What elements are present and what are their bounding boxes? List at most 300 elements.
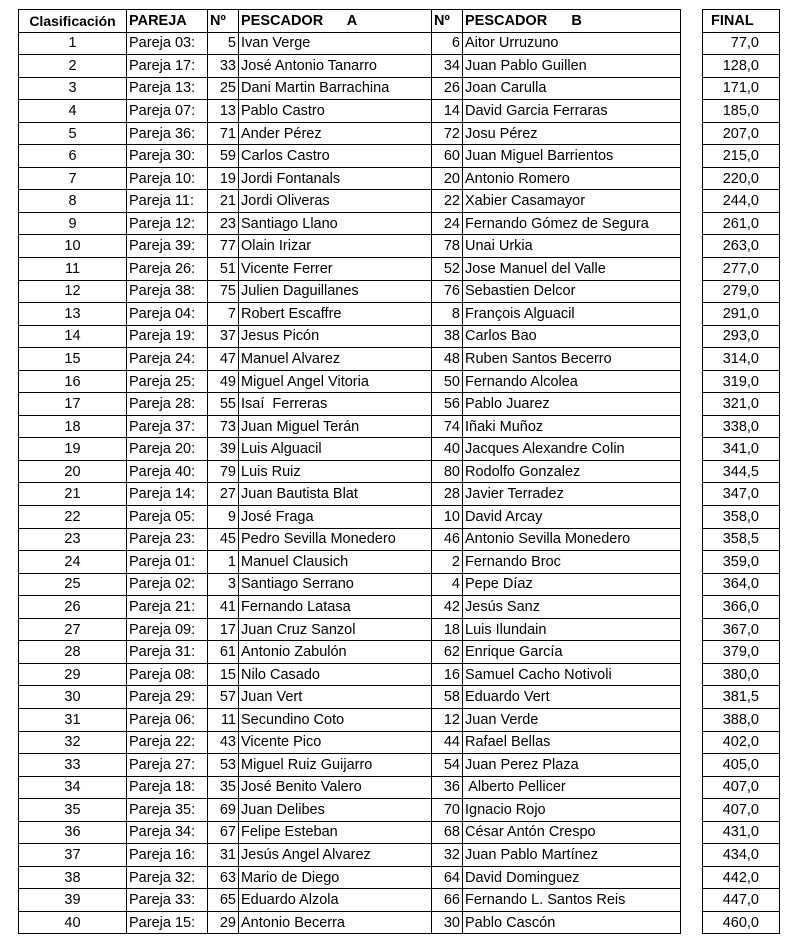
position-cell: 35 — [19, 799, 127, 822]
final-row — [703, 190, 780, 213]
position-cell: 22 — [19, 506, 127, 529]
pescador-a-cell: Eduardo Alzola — [239, 889, 432, 912]
pescador-a-cell: Luis Alguacil — [239, 438, 432, 461]
table-row — [19, 618, 681, 641]
final-score-cell: 460,0 — [703, 911, 780, 934]
table-row — [19, 686, 681, 709]
final-score-cell: 380,0 — [703, 663, 780, 686]
pescador-a-cell: Pedro Sevilla Monedero — [239, 528, 432, 551]
num-b-cell: 42 — [432, 596, 463, 619]
pescador-a-cell: Carlos Castro — [239, 145, 432, 168]
pareja-cell: Pareja 36: — [127, 122, 208, 145]
pescador-a-cell: Vicente Ferrer — [239, 258, 432, 281]
pescador-b-cell: Pepe Díaz — [463, 573, 681, 596]
pareja-cell: Pareja 29: — [127, 686, 208, 709]
final-score-cell: 381,5 — [703, 686, 780, 709]
pareja-cell: Pareja 16: — [127, 844, 208, 867]
pescador-b-cell: Sebastien Delcor — [463, 280, 681, 303]
num-b-cell: 6 — [432, 32, 463, 55]
pescador-b-cell: Alberto Pellicer — [463, 776, 681, 799]
num-a-cell: 77 — [208, 235, 239, 258]
table-row — [19, 393, 681, 416]
header-num-a: Nº — [208, 10, 239, 33]
pareja-cell: Pareja 32: — [127, 866, 208, 889]
pescador-a-cell: Antonio Becerra — [239, 911, 432, 934]
position-cell: 15 — [19, 348, 127, 371]
num-a-cell: 33 — [208, 55, 239, 78]
num-a-cell: 23 — [208, 212, 239, 235]
final-row — [703, 596, 780, 619]
position-cell: 4 — [19, 100, 127, 123]
pareja-cell: Pareja 14: — [127, 483, 208, 506]
num-a-cell: 69 — [208, 799, 239, 822]
final-row — [703, 663, 780, 686]
num-b-cell: 68 — [432, 821, 463, 844]
pareja-cell: Pareja 22: — [127, 731, 208, 754]
table-row — [19, 866, 681, 889]
num-b-cell: 66 — [432, 889, 463, 912]
final-row — [703, 528, 780, 551]
pareja-cell: Pareja 13: — [127, 77, 208, 100]
pescador-a-cell: Juan Vert — [239, 686, 432, 709]
table-row — [19, 212, 681, 235]
num-a-cell: 55 — [208, 393, 239, 416]
num-b-cell: 2 — [432, 551, 463, 574]
final-score-cell: 263,0 — [703, 235, 780, 258]
position-cell: 16 — [19, 370, 127, 393]
num-b-cell: 60 — [432, 145, 463, 168]
num-b-cell: 32 — [432, 844, 463, 867]
pescador-b-cell: Iñaki Muñoz — [463, 415, 681, 438]
pareja-cell: Pareja 33: — [127, 889, 208, 912]
final-score-cell: 220,0 — [703, 167, 780, 190]
final-scores-table — [702, 9, 780, 934]
pescador-a-cell: Juan Cruz Sanzol — [239, 618, 432, 641]
position-cell: 26 — [19, 596, 127, 619]
pareja-cell: Pareja 04: — [127, 303, 208, 326]
position-cell: 8 — [19, 190, 127, 213]
num-a-cell: 65 — [208, 889, 239, 912]
pescador-b-cell: Carlos Bao — [463, 325, 681, 348]
final-score-cell: 341,0 — [703, 438, 780, 461]
final-score-cell: 402,0 — [703, 731, 780, 754]
num-b-cell: 62 — [432, 641, 463, 664]
pescador-b-cell: Jose Manuel del Valle — [463, 258, 681, 281]
table-row — [19, 370, 681, 393]
pareja-cell: Pareja 08: — [127, 663, 208, 686]
pescador-b-cell: Aitor Urruzuno — [463, 32, 681, 55]
table-row — [19, 167, 681, 190]
table-row — [19, 303, 681, 326]
num-b-cell: 12 — [432, 708, 463, 731]
pescador-b-cell: Fernando Alcolea — [463, 370, 681, 393]
num-a-cell: 3 — [208, 573, 239, 596]
pescador-a-cell: Robert Escaffre — [239, 303, 432, 326]
position-cell: 28 — [19, 641, 127, 664]
num-a-cell: 61 — [208, 641, 239, 664]
final-score-cell: 447,0 — [703, 889, 780, 912]
pareja-cell: Pareja 05: — [127, 506, 208, 529]
header-row — [19, 10, 681, 33]
pescador-b-cell: Pablo Juarez — [463, 393, 681, 416]
final-row — [703, 280, 780, 303]
pescador-b-cell: Jacques Alexandre Colin — [463, 438, 681, 461]
table-row — [19, 145, 681, 168]
num-b-cell: 36 — [432, 776, 463, 799]
position-cell: 3 — [19, 77, 127, 100]
pescador-b-cell: David Arcay — [463, 506, 681, 529]
final-header-row — [703, 10, 780, 33]
num-b-cell: 40 — [432, 438, 463, 461]
pareja-cell: Pareja 06: — [127, 708, 208, 731]
num-b-cell: 54 — [432, 754, 463, 777]
final-row — [703, 551, 780, 574]
final-row — [703, 731, 780, 754]
final-score-cell: 291,0 — [703, 303, 780, 326]
table-row — [19, 258, 681, 281]
table-row — [19, 506, 681, 529]
final-row — [703, 167, 780, 190]
pescador-b-cell: Ignacio Rojo — [463, 799, 681, 822]
pescador-b-cell: François Alguacil — [463, 303, 681, 326]
pareja-cell: Pareja 02: — [127, 573, 208, 596]
position-cell: 37 — [19, 844, 127, 867]
num-b-cell: 80 — [432, 460, 463, 483]
position-cell: 6 — [19, 145, 127, 168]
pescador-a-cell: Nilo Casado — [239, 663, 432, 686]
pescador-b-cell: Jesús Sanz — [463, 596, 681, 619]
final-score-cell: 358,0 — [703, 506, 780, 529]
position-cell: 20 — [19, 460, 127, 483]
table-row — [19, 190, 681, 213]
num-a-cell: 27 — [208, 483, 239, 506]
num-a-cell: 25 — [208, 77, 239, 100]
final-row — [703, 866, 780, 889]
position-cell: 24 — [19, 551, 127, 574]
num-b-cell: 72 — [432, 122, 463, 145]
final-row — [703, 708, 780, 731]
pescador-b-cell: Antonio Sevilla Monedero — [463, 528, 681, 551]
num-b-cell: 20 — [432, 167, 463, 190]
pareja-cell: Pareja 24: — [127, 348, 208, 371]
final-score-cell: 185,0 — [703, 100, 780, 123]
num-a-cell: 31 — [208, 844, 239, 867]
final-score-cell: 359,0 — [703, 551, 780, 574]
final-row — [703, 370, 780, 393]
num-b-cell: 46 — [432, 528, 463, 551]
pareja-cell: Pareja 25: — [127, 370, 208, 393]
table-row — [19, 573, 681, 596]
position-cell: 27 — [19, 618, 127, 641]
pescador-b-cell: Eduardo Vert — [463, 686, 681, 709]
final-score-cell: 431,0 — [703, 821, 780, 844]
num-b-cell: 64 — [432, 866, 463, 889]
table-row — [19, 438, 681, 461]
num-a-cell: 47 — [208, 348, 239, 371]
results-table — [18, 9, 681, 934]
pescador-b-cell: David Dominguez — [463, 866, 681, 889]
num-a-cell: 75 — [208, 280, 239, 303]
pareja-cell: Pareja 09: — [127, 618, 208, 641]
final-score-cell: 442,0 — [703, 866, 780, 889]
final-score-cell: 77,0 — [703, 32, 780, 55]
pescador-b-cell: Juan Pablo Martínez — [463, 844, 681, 867]
pescador-a-cell: José Antonio Tanarro — [239, 55, 432, 78]
num-b-cell: 24 — [432, 212, 463, 235]
final-score-cell: 388,0 — [703, 708, 780, 731]
pescador-a-cell: Isaí Ferreras — [239, 393, 432, 416]
pareja-cell: Pareja 39: — [127, 235, 208, 258]
pescador-a-cell: Jordi Fontanals — [239, 167, 432, 190]
pescador-a-cell: Jesús Angel Alvarez — [239, 844, 432, 867]
final-row — [703, 618, 780, 641]
pareja-cell: Pareja 35: — [127, 799, 208, 822]
pareja-cell: Pareja 19: — [127, 325, 208, 348]
table-row — [19, 641, 681, 664]
position-cell: 34 — [19, 776, 127, 799]
final-score-cell: 293,0 — [703, 325, 780, 348]
final-row — [703, 393, 780, 416]
table-row — [19, 235, 681, 258]
table-row — [19, 280, 681, 303]
num-b-cell: 16 — [432, 663, 463, 686]
pescador-a-cell: José Benito Valero — [239, 776, 432, 799]
num-a-cell: 45 — [208, 528, 239, 551]
pareja-cell: Pareja 26: — [127, 258, 208, 281]
pescador-b-cell: Samuel Cacho Notivoli — [463, 663, 681, 686]
pescador-a-cell: Fernando Latasa — [239, 596, 432, 619]
num-b-cell: 14 — [432, 100, 463, 123]
pareja-cell: Pareja 18: — [127, 776, 208, 799]
pareja-cell: Pareja 20: — [127, 438, 208, 461]
pescador-a-cell: Ander Pérez — [239, 122, 432, 145]
num-b-cell: 18 — [432, 618, 463, 641]
final-row — [703, 844, 780, 867]
table-row — [19, 663, 681, 686]
final-row — [703, 754, 780, 777]
num-a-cell: 43 — [208, 731, 239, 754]
num-b-cell: 52 — [432, 258, 463, 281]
pescador-a-cell: Luis Ruiz — [239, 460, 432, 483]
final-row — [703, 415, 780, 438]
final-row — [703, 32, 780, 55]
final-row — [703, 438, 780, 461]
final-score-cell: 314,0 — [703, 348, 780, 371]
final-score-cell: 171,0 — [703, 77, 780, 100]
position-cell: 36 — [19, 821, 127, 844]
header-final: FINAL — [703, 10, 780, 33]
num-a-cell: 63 — [208, 866, 239, 889]
pescador-a-cell: Santiago Serrano — [239, 573, 432, 596]
pescador-b-cell: Enrique García — [463, 641, 681, 664]
num-b-cell: 58 — [432, 686, 463, 709]
pareja-cell: Pareja 15: — [127, 911, 208, 934]
pescador-b-cell: Fernando L. Santos Reis — [463, 889, 681, 912]
final-row — [703, 325, 780, 348]
header-pareja: PAREJA — [127, 10, 208, 33]
position-cell: 30 — [19, 686, 127, 709]
position-cell: 18 — [19, 415, 127, 438]
final-row — [703, 506, 780, 529]
pareja-cell: Pareja 40: — [127, 460, 208, 483]
position-cell: 9 — [19, 212, 127, 235]
final-row — [703, 821, 780, 844]
num-a-cell: 41 — [208, 596, 239, 619]
num-a-cell: 51 — [208, 258, 239, 281]
final-score-cell: 344,5 — [703, 460, 780, 483]
num-a-cell: 73 — [208, 415, 239, 438]
pescador-a-cell: Mario de Diego — [239, 866, 432, 889]
num-b-cell: 34 — [432, 55, 463, 78]
pescador-b-cell: Unai Urkia — [463, 235, 681, 258]
header-pescador-a: PESCADOR A — [239, 10, 432, 33]
num-b-cell: 28 — [432, 483, 463, 506]
pescador-b-cell: Ruben Santos Becerro — [463, 348, 681, 371]
pareja-cell: Pareja 27: — [127, 754, 208, 777]
pescador-b-cell: Juan Perez Plaza — [463, 754, 681, 777]
position-cell: 13 — [19, 303, 127, 326]
pareja-cell: Pareja 17: — [127, 55, 208, 78]
final-row — [703, 55, 780, 78]
table-row — [19, 844, 681, 867]
position-cell: 21 — [19, 483, 127, 506]
final-row — [703, 212, 780, 235]
table-row — [19, 483, 681, 506]
final-row — [703, 483, 780, 506]
pescador-a-cell: Jesus Picón — [239, 325, 432, 348]
pareja-cell: Pareja 28: — [127, 393, 208, 416]
pescador-a-cell: Juan Bautista Blat — [239, 483, 432, 506]
table-row — [19, 100, 681, 123]
pescador-a-cell: Jordi Oliveras — [239, 190, 432, 213]
final-score-cell: 319,0 — [703, 370, 780, 393]
num-b-cell: 74 — [432, 415, 463, 438]
num-a-cell: 49 — [208, 370, 239, 393]
final-row — [703, 460, 780, 483]
table-row — [19, 731, 681, 754]
final-score-cell: 261,0 — [703, 212, 780, 235]
pescador-b-cell: Fernando Broc — [463, 551, 681, 574]
pareja-cell: Pareja 23: — [127, 528, 208, 551]
num-a-cell: 7 — [208, 303, 239, 326]
final-row — [703, 911, 780, 934]
header-num-b: Nº — [432, 10, 463, 33]
num-b-cell: 48 — [432, 348, 463, 371]
pescador-b-cell: Pablo Cascón — [463, 911, 681, 934]
num-a-cell: 9 — [208, 506, 239, 529]
position-cell: 11 — [19, 258, 127, 281]
final-row — [703, 100, 780, 123]
pescador-a-cell: Juan Delibes — [239, 799, 432, 822]
table-row — [19, 799, 681, 822]
pescador-b-cell: Juan Verde — [463, 708, 681, 731]
position-cell: 5 — [19, 122, 127, 145]
num-b-cell: 78 — [432, 235, 463, 258]
num-a-cell: 39 — [208, 438, 239, 461]
table-row — [19, 889, 681, 912]
table-row — [19, 348, 681, 371]
table-row — [19, 55, 681, 78]
num-a-cell: 11 — [208, 708, 239, 731]
num-a-cell: 13 — [208, 100, 239, 123]
num-b-cell: 26 — [432, 77, 463, 100]
table-row — [19, 122, 681, 145]
final-score-cell: 279,0 — [703, 280, 780, 303]
final-row — [703, 145, 780, 168]
pareja-cell: Pareja 37: — [127, 415, 208, 438]
pescador-b-cell: Juan Pablo Guillen — [463, 55, 681, 78]
pescador-a-cell: Juan Miguel Terán — [239, 415, 432, 438]
pescador-b-cell: Fernando Gómez de Segura — [463, 212, 681, 235]
header-pescador-b: PESCADOR B — [463, 10, 681, 33]
num-a-cell: 15 — [208, 663, 239, 686]
pescador-a-cell: Antonio Zabulón — [239, 641, 432, 664]
final-score-cell: 128,0 — [703, 55, 780, 78]
pareja-cell: Pareja 07: — [127, 100, 208, 123]
pareja-cell: Pareja 10: — [127, 167, 208, 190]
num-b-cell: 38 — [432, 325, 463, 348]
pareja-cell: Pareja 11: — [127, 190, 208, 213]
pescador-b-cell: Antonio Romero — [463, 167, 681, 190]
final-score-cell: 338,0 — [703, 415, 780, 438]
pescador-a-cell: Manuel Clausich — [239, 551, 432, 574]
final-score-cell: 434,0 — [703, 844, 780, 867]
num-a-cell: 35 — [208, 776, 239, 799]
final-score-cell: 358,5 — [703, 528, 780, 551]
final-score-cell: 364,0 — [703, 573, 780, 596]
final-score-cell: 407,0 — [703, 776, 780, 799]
final-score-cell: 215,0 — [703, 145, 780, 168]
pareja-cell: Pareja 30: — [127, 145, 208, 168]
num-a-cell: 57 — [208, 686, 239, 709]
pescador-b-cell: Josu Pérez — [463, 122, 681, 145]
position-cell: 32 — [19, 731, 127, 754]
num-b-cell: 76 — [432, 280, 463, 303]
num-b-cell: 4 — [432, 573, 463, 596]
pareja-cell: Pareja 12: — [127, 212, 208, 235]
table-row — [19, 77, 681, 100]
position-cell: 25 — [19, 573, 127, 596]
num-a-cell: 71 — [208, 122, 239, 145]
num-a-cell: 29 — [208, 911, 239, 934]
pescador-b-cell: César Antón Crespo — [463, 821, 681, 844]
pareja-cell: Pareja 01: — [127, 551, 208, 574]
num-b-cell: 70 — [432, 799, 463, 822]
final-row — [703, 641, 780, 664]
position-cell: 39 — [19, 889, 127, 912]
table-row — [19, 528, 681, 551]
header-clasificacion: Clasificación — [19, 10, 127, 33]
num-b-cell: 44 — [432, 731, 463, 754]
position-cell: 38 — [19, 866, 127, 889]
pescador-a-cell: Manuel Alvarez — [239, 348, 432, 371]
final-row — [703, 77, 780, 100]
pareja-cell: Pareja 21: — [127, 596, 208, 619]
num-a-cell: 1 — [208, 551, 239, 574]
position-cell: 29 — [19, 663, 127, 686]
num-b-cell: 50 — [432, 370, 463, 393]
pescador-b-cell: Joan Carulla — [463, 77, 681, 100]
table-row — [19, 596, 681, 619]
position-cell: 1 — [19, 32, 127, 55]
num-a-cell: 79 — [208, 460, 239, 483]
num-b-cell: 56 — [432, 393, 463, 416]
final-score-cell: 207,0 — [703, 122, 780, 145]
table-row — [19, 415, 681, 438]
pescador-b-cell: David Garcia Ferraras — [463, 100, 681, 123]
final-score-cell: 321,0 — [703, 393, 780, 416]
num-a-cell: 59 — [208, 145, 239, 168]
